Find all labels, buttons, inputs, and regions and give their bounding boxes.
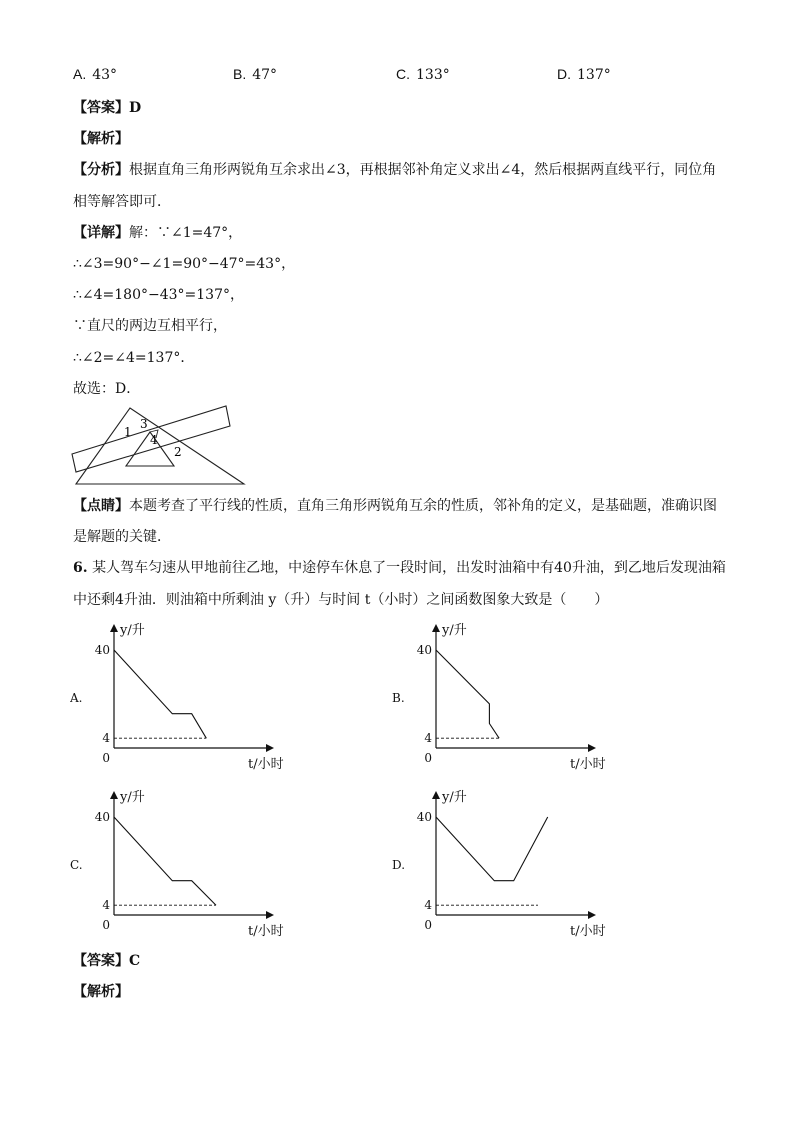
answer-label: 【答案】 (73, 953, 129, 969)
option-value: 133° (416, 67, 450, 83)
x-axis-arrow (588, 744, 596, 752)
option-letter: A. (73, 66, 87, 82)
stem-text: 某人驾车匀速从甲地前往乙地，中途停车休息了一段时间，出发时油箱中有40升油，到乙地后发现油箱 (92, 560, 726, 576)
tick-label-4: 4 (102, 898, 110, 913)
option-c (396, 66, 450, 83)
tick-label-40: 40 (94, 810, 110, 824)
y-axis-arrow (110, 791, 118, 799)
x-axis-label: t/小时 (248, 757, 284, 772)
tick-label-0: 0 (424, 918, 432, 932)
option-value: 43° (92, 67, 118, 83)
tick-label-40: 40 (94, 643, 110, 657)
option-value: 137° (577, 67, 611, 83)
q6-answer (73, 951, 140, 971)
x-axis-arrow (266, 744, 274, 752)
detail-text: 解：∵∠1=47°， (129, 225, 243, 241)
q5-detail-line-3: ∴∠4=180°−43°=137°， (73, 287, 244, 303)
fenxi-label: 【分析】 (73, 162, 129, 178)
q5-choice-line: 故选：D． (73, 381, 141, 397)
detail-label: 【详解】 (73, 225, 129, 241)
q5-analysis-label: 【解析】 (73, 131, 129, 147)
option-letter: A. (70, 691, 83, 705)
option-letter: C. (70, 858, 83, 872)
triangle-ruler-figure (68, 402, 268, 490)
angle-label-2: 2 (174, 445, 182, 459)
graph-panel-b (392, 618, 617, 777)
option-b (233, 66, 277, 83)
option-letter: D. (392, 858, 406, 872)
x-axis-arrow (266, 911, 274, 919)
q5-comment-line-2: 是解题的关键． (73, 529, 171, 545)
q5-detail-line-5: ∴∠2=∠4=137°． (73, 350, 195, 366)
y-axis-arrow (432, 791, 440, 799)
q5-detail-line-4: ∵直尺的两边互相平行， (73, 318, 227, 334)
tick-label-0: 0 (424, 751, 432, 765)
option-d (557, 66, 611, 83)
series-line (436, 650, 499, 738)
graph-panel-d (392, 785, 617, 944)
tick-label-4: 4 (102, 731, 110, 746)
q5-comment-line-1 (73, 496, 717, 516)
x-axis-arrow (588, 911, 596, 919)
q6-stem-line-2: 中还剩4升油．则油箱中所剩油 y（升）与时间 t（小时）之间函数图象大致是（ ） (73, 592, 609, 608)
graph-panel-c (70, 785, 295, 944)
angle-label-4: 4 (150, 433, 158, 447)
comment-label: 【点睛】 (73, 498, 129, 514)
tick-label-4: 4 (424, 898, 432, 913)
fenxi-text: 根据直角三角形两锐角互余求出∠3，再根据邻补角定义求出∠4，然后根据两直线平行，同位角 (129, 162, 717, 178)
y-axis-arrow (110, 624, 118, 632)
graph-panel-a (70, 618, 295, 777)
tick-label-40: 40 (416, 643, 432, 657)
q6-stem-line-1 (73, 558, 726, 578)
option-letter: B. (392, 691, 405, 705)
graph-svg (392, 785, 617, 940)
y-axis-label: y/升 (120, 623, 145, 638)
option-a (73, 66, 117, 83)
y-axis-label: y/升 (442, 790, 467, 805)
answer-label: 【答案】 (73, 100, 129, 116)
q5-detail-line-1 (73, 223, 242, 243)
question-number: 6. (73, 560, 88, 576)
angle-label-3: 3 (140, 417, 148, 431)
option-letter: C. (396, 66, 410, 82)
angle-label-1: 1 (124, 425, 132, 439)
tick-label-4: 4 (424, 731, 432, 746)
series-line (436, 817, 548, 881)
x-axis-label: t/小时 (570, 757, 606, 772)
series-line (114, 817, 216, 905)
comment-text: 本题考查了平行线的性质，直角三角形两锐角互余的性质，邻补角的定义，是基础题，准确识图 (129, 498, 717, 514)
q5-fenxi-line-1 (73, 160, 716, 180)
option-letter: D. (557, 66, 571, 82)
graph-svg (70, 785, 295, 940)
tick-label-40: 40 (416, 810, 432, 824)
y-axis-label: y/升 (120, 790, 145, 805)
graph-svg (392, 618, 617, 773)
y-axis-label: y/升 (442, 623, 467, 638)
y-axis-arrow (432, 624, 440, 632)
option-value: 47° (252, 67, 278, 83)
q6-analysis-label: 【解析】 (73, 984, 129, 1000)
answer-value: D (129, 100, 142, 116)
q5-answer (73, 98, 141, 118)
option-letter: B. (233, 66, 247, 82)
q5-detail-line-2: ∴∠3=90°−∠1=90°−47°=43°， (73, 256, 296, 272)
x-axis-label: t/小时 (248, 924, 284, 939)
answer-value: C (129, 953, 141, 969)
q5-fenxi-line-2: 相等解答即可． (73, 194, 171, 210)
x-axis-label: t/小时 (570, 924, 606, 939)
tick-label-0: 0 (102, 918, 110, 932)
graph-svg (70, 618, 295, 773)
series-line (114, 650, 206, 738)
tick-label-0: 0 (102, 751, 110, 765)
